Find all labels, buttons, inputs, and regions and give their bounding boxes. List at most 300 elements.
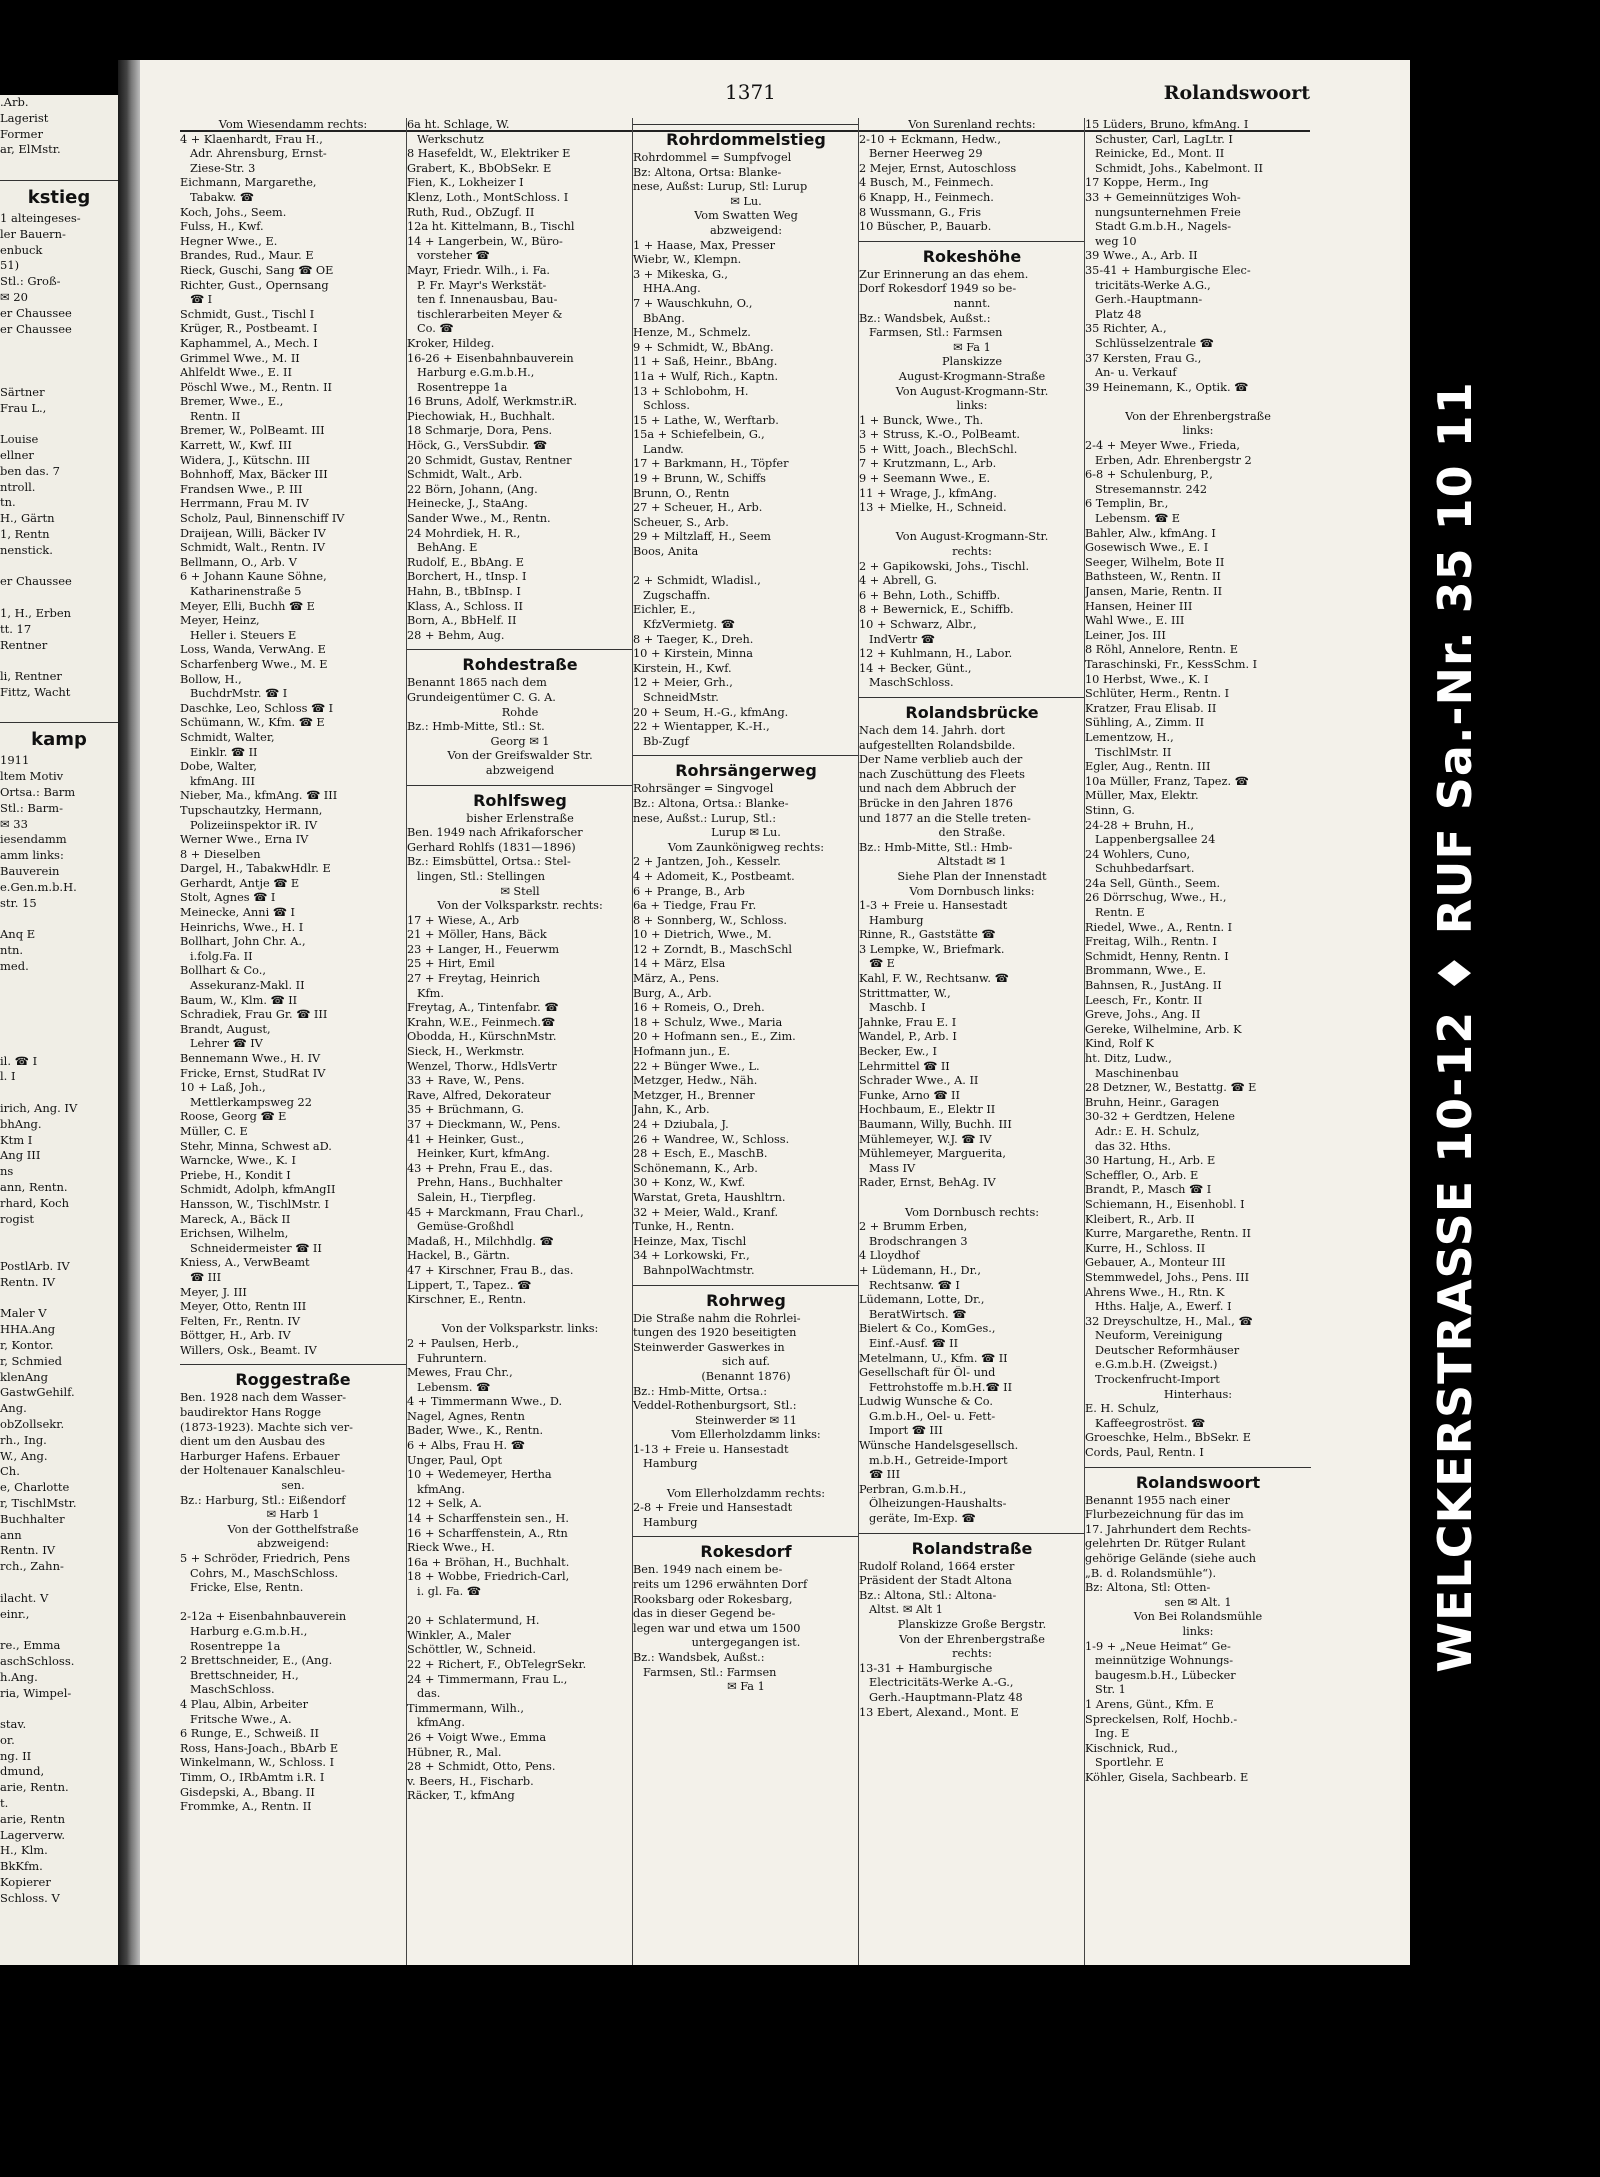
directory-entry: Schradiek, Frau Gr. ☎ III xyxy=(180,1008,328,1022)
directory-entry: 16a + Bröhan, H., Buchhalt. xyxy=(407,1555,570,1569)
directory-entry: 8 + Taeger, K., Dreh. xyxy=(633,632,754,646)
column-2 xyxy=(406,118,633,1965)
directory-entry: Farmsen, Stl.: Farmsen xyxy=(869,326,1003,340)
directory-entry: Dorf Rokesdorf 1949 so be- xyxy=(859,282,1017,296)
directory-entry: Ben. 1949 nach Afrikaforscher xyxy=(407,826,583,840)
directory-entry: Bz.: Altona, Stl.: Altona- xyxy=(859,1588,997,1602)
directory-entry: gehörige Gelände (siehe auch xyxy=(1085,1552,1257,1565)
directory-entry: 17 Koppe, Herm., Ing xyxy=(1085,176,1209,190)
directory-entry: Rosentreppe 1a xyxy=(417,380,508,394)
directory-entry: Scheuer, S., Arb. xyxy=(633,515,729,529)
directory-entry: Brodschrangen 3 xyxy=(869,1234,968,1248)
directory-entry: 9 + Seemann Wwe., E. xyxy=(859,472,991,486)
directory-entry: Timm, O., IRbAmtm i.R. I xyxy=(180,1770,325,1784)
directory-entry: Zugschaffn. xyxy=(643,588,711,602)
prev-page-line xyxy=(0,911,118,927)
directory-entry: Egler, Aug., Rentn. III xyxy=(1085,760,1211,774)
directory-entry: 11a + Wulf, Rich., Kaptn. xyxy=(633,369,779,383)
directory-entry: 41 + Heinker, Gust., xyxy=(407,1132,525,1146)
directory-entry: ✉ Fa 1 xyxy=(953,340,991,354)
directory-entry: Höck, G., VersSubdir. ☎ xyxy=(407,439,547,453)
prev-page-line xyxy=(0,559,118,575)
directory-entry: 2 + Jantzen, Joh., Kesselr. xyxy=(633,855,781,869)
directory-entry: Brunn, O., Rentn xyxy=(633,486,730,500)
directory-entry: Heinecke, J., StaAng. xyxy=(407,497,528,511)
directory-entry: 1-3 + Freie u. Hansestadt xyxy=(859,899,1008,913)
prev-page-line: e, Charlotte xyxy=(0,1480,70,1495)
directory-entry: 17 + Barkmann, H., Töpfer xyxy=(633,457,789,471)
directory-entry: Rosentreppe 1a xyxy=(190,1639,281,1653)
directory-entry: Felten, Fr., Rentn. IV xyxy=(180,1314,301,1328)
directory-entry: 14 + Scharffenstein sen., H. xyxy=(407,1512,569,1526)
directory-entry: Born, A., BbHelf. II xyxy=(407,614,517,628)
directory-entry: Nach dem 14. Jahrh. dort xyxy=(859,723,1005,737)
directory-entry: 6a + Tiedge, Frau Fr. xyxy=(633,899,757,913)
directory-entry: Frommke, A., Rentn. II xyxy=(180,1800,312,1814)
directory-entry: Import ☎ III xyxy=(869,1424,943,1438)
directory-entry: Borchert, H., tInsp. I xyxy=(407,570,527,584)
directory-entry: 12a ht. Kittelmann, B., Tischl xyxy=(407,220,575,234)
directory-entry: Brandes, Rud., Maur. E xyxy=(180,249,314,263)
directory-entry: 6 + Albs, Frau H. ☎ xyxy=(407,1439,525,1453)
directory-entry: Maschinenbau xyxy=(1095,1066,1179,1080)
directory-entry: 4 + Timmermann Wwe., D. xyxy=(407,1395,563,1409)
directory-entry: 32 Dreyschultze, H., Mal., ☎ xyxy=(1085,1314,1253,1328)
spine-stamp: WELCKERSTRASSE 10-12 ♦ RUF Sa.-Nr. 35 10 11 xyxy=(1428,381,1482,1673)
directory-entry: 32 + Meier, Wald., Kranf. xyxy=(633,1205,779,1219)
directory-entry: 13-31 + Hamburgische xyxy=(859,1661,993,1675)
directory-entry: Georg ✉ 1 xyxy=(490,734,550,748)
directory-entry: 1 + Bunck, Wwe., Th. xyxy=(859,413,984,427)
prev-page-line: ntroll. xyxy=(0,479,36,494)
directory-entry: 13 Ebert, Alexand., Mont. E xyxy=(859,1705,1019,1719)
directory-entry: links: xyxy=(1182,424,1214,438)
directory-entry: Schuhbedarfsart. xyxy=(1095,862,1195,876)
directory-entry: Rudolf, E., BbAng. E xyxy=(407,555,525,569)
directory-entry: Mettlerkampsweg 22 xyxy=(190,1095,312,1109)
prev-page-line: ntn. xyxy=(0,943,24,958)
directory-entry xyxy=(407,1600,633,1615)
directory-entry: Warstat, Greta, Haushltrn. xyxy=(633,1190,786,1204)
prev-page-line: Schloss. V xyxy=(0,1890,60,1905)
directory-entry: Schuster, Carl, LagLtr. I xyxy=(1095,132,1233,146)
directory-entry: Schmidt, Walt., Rentn. IV xyxy=(180,541,325,555)
directory-entry: Eichler, E., xyxy=(633,603,696,617)
prev-page-line xyxy=(0,653,118,669)
directory-entry: Boos, Anita xyxy=(633,545,699,559)
directory-entry: 8 + Sonnberg, W., Schloss. xyxy=(633,913,788,927)
directory-entry: Lehrer ☎ IV xyxy=(190,1037,263,1051)
directory-entry: Werner Wwe., Erna IV xyxy=(180,833,309,847)
prev-page-line: Louise xyxy=(0,432,39,447)
directory-entry: Gisdepski, A., Bbang. II xyxy=(180,1785,315,1799)
directory-entry: Bz.: Wandsbek, Außst.: xyxy=(633,1651,765,1664)
prev-page-line xyxy=(0,1022,118,1038)
directory-entry: 30 Hartung, H., Arb. E xyxy=(1085,1154,1216,1168)
prev-page-line xyxy=(0,1701,118,1717)
directory-entry: Benannt 1955 nach einer xyxy=(1085,1493,1230,1507)
prev-page-line xyxy=(0,1038,118,1054)
directory-entry: 10 + Wedemeyer, Hertha xyxy=(407,1468,552,1482)
directory-entry: Krüger, R., Postbeamt. I xyxy=(180,322,318,336)
directory-entry: Harburger Hafens. Erbauer xyxy=(180,1449,340,1463)
column-4 xyxy=(858,118,1085,1965)
directory-entry: 30 + Konz, W., Kwf. xyxy=(633,1176,746,1190)
directory-entry: links: xyxy=(1182,1624,1214,1638)
prev-page-line: kamp xyxy=(0,722,118,753)
directory-entry: Rohrdommel = Sumpfvogel xyxy=(633,151,792,164)
directory-entry: 2 + Brumm Erben, xyxy=(859,1220,968,1234)
directory-entry: Kleibert, R., Arb. II xyxy=(1085,1212,1195,1226)
prev-page-line: ilacht. V xyxy=(0,1590,49,1605)
directory-entry: dient um den Ausbau des xyxy=(180,1435,326,1449)
directory-entry: Bremer, Wwe., E., xyxy=(180,395,284,409)
directory-entry: Rudolf Roland, 1664 erster xyxy=(859,1559,1015,1573)
directory-entry: 15 Lüders, Bruno, kfmAng. I xyxy=(1085,118,1249,131)
directory-entry: Trockenfrucht-Import xyxy=(1095,1373,1220,1387)
directory-entry: Kratzer, Frau Elisab. II xyxy=(1085,701,1217,715)
directory-entry: 24a Sell, Günth., Seem. xyxy=(1085,876,1221,890)
prev-page-line: ann, Rentn. xyxy=(0,1180,68,1194)
directory-entry: Ruth, Rud., ObZugf. II xyxy=(407,205,535,219)
directory-entry: Der Name verblieb auch der xyxy=(859,753,1023,767)
directory-entry: P. Fr. Mayr's Werkstät- xyxy=(417,278,547,292)
prev-page-line: rch., Zahn- xyxy=(0,1559,64,1574)
directory-entry: Von der Volksparkstr. links: xyxy=(441,1322,599,1336)
directory-entry: bisher Erlenstraße xyxy=(466,811,574,825)
directory-entry: Flurbezeichnung für das im xyxy=(1085,1508,1244,1522)
directory-entry: Von August-Krogmann-Str. xyxy=(895,530,1049,544)
directory-entry: 33 + Rave, W., Pens. xyxy=(407,1074,525,1088)
prev-page-line xyxy=(0,416,118,432)
directory-entry: Kahl, F. W., Rechtsanw. ☎ xyxy=(859,972,1009,986)
directory-entry: 2 Brettschneider, E., (Ang. xyxy=(180,1654,333,1668)
directory-entry: Hamburg xyxy=(869,913,924,927)
directory-entry: Electricitäts-Werke A.-G., xyxy=(869,1676,1014,1690)
book-gutter xyxy=(118,60,140,1965)
directory-entry: sen ✉ Alt. 1 xyxy=(1164,1595,1232,1609)
directory-entry: 28 + Schmidt, Otto, Pens. xyxy=(407,1760,556,1774)
directory-entry: kfmAng. xyxy=(417,1716,465,1730)
directory-entry: 6a ht. Schlage, W. xyxy=(407,118,510,131)
directory-entry: Bahler, Alw., kfmAng. I xyxy=(1085,526,1216,540)
directory-entry: vorsteher ☎ xyxy=(417,249,490,263)
prev-page-line xyxy=(0,1243,118,1259)
directory-entry: m.b.H., Getreide-Import xyxy=(869,1453,1008,1467)
directory-entry: Steinwerder Gaswerkes in xyxy=(633,1340,785,1354)
directory-entry: Bollhart, John Chr. A., xyxy=(180,935,306,949)
directory-entry: 12 + Zorndt, B., MaschSchl xyxy=(633,942,793,956)
directory-entry: Cords, Paul, Rentn. I xyxy=(1085,1446,1204,1460)
directory-entry: geräte, Im-Exp. ☎ xyxy=(869,1512,976,1526)
directory-entry: Stemmwedel, Johs., Pens. III xyxy=(1085,1270,1250,1284)
prev-page-line: er Chaussee xyxy=(0,574,72,589)
directory-entry: 20 Schmidt, Gustav, Rentner xyxy=(407,453,572,467)
prev-page-line xyxy=(0,158,118,174)
directory-entry: Hegner Wwe., E. xyxy=(180,234,278,248)
directory-entry: Riedel, Wwe., A., Rentn. I xyxy=(1085,920,1233,934)
directory-entry: Hansen, Heiner III xyxy=(1085,599,1193,613)
directory-entry: Katharinenstraße 5 xyxy=(190,585,302,598)
directory-entry: 12 + Kuhlmann, H., Labor. xyxy=(859,647,1013,661)
directory-entry: 28 + Behm, Aug. xyxy=(407,628,505,642)
directory-entry: e.G.m.b.H. (Zweigst.) xyxy=(1095,1358,1218,1372)
prev-page-line: rhard, Koch xyxy=(0,1195,69,1210)
directory-entry: Bathsteen, W., Rentn. II xyxy=(1085,570,1221,584)
prev-page-line: 1911 xyxy=(0,753,30,768)
street-heading: Rolandswoort xyxy=(1085,1467,1311,1494)
directory-entry: Steinwerder ✉ 11 xyxy=(695,1413,797,1427)
directory-entry: nannt. xyxy=(953,296,991,310)
directory-entry: Vom Dornbusch links: xyxy=(909,884,1035,898)
directory-entry: reits um 1296 erwähnten Dorf xyxy=(633,1578,808,1592)
directory-entry: Kirstein, H., Kwf. xyxy=(633,661,732,675)
directory-entry: Meyer, Elli, Buchh ☎ E xyxy=(180,599,315,613)
directory-entry: Kind, Rolf K xyxy=(1085,1037,1154,1051)
directory-entry: 2 + Schmidt, Wladisl., xyxy=(633,574,761,588)
directory-entry: Stolt, Agnes ☎ I xyxy=(180,891,276,905)
directory-entry: Seeger, Wilhelm, Bote II xyxy=(1085,555,1225,569)
directory-entry: 37 + Dieckmann, W., Pens. xyxy=(407,1118,561,1131)
prev-page-line: ✉ 33 xyxy=(0,816,28,831)
prev-page-line: r, Schmied xyxy=(0,1353,63,1368)
directory-entry: 15 + Lathe, W., Werftarb. xyxy=(633,413,779,427)
directory-entry: Rentn. E xyxy=(1095,906,1145,920)
directory-entry: E. H. Schulz, xyxy=(1085,1402,1160,1416)
directory-entry: (Benannt 1876) xyxy=(701,1369,791,1383)
prev-page-line: W., Ang. xyxy=(0,1448,48,1463)
prev-page-line xyxy=(0,590,118,606)
prev-page-line: Ang III xyxy=(0,1148,41,1163)
directory-entry: 4 + Adomeit, K., Postbeamt. xyxy=(633,869,795,883)
directory-entry: Jahnke, Frau E. I xyxy=(859,1015,957,1029)
prev-page-line: einr., xyxy=(0,1606,30,1621)
directory-entry: Kniess, A., VerwBeamt xyxy=(180,1256,310,1270)
directory-entry: 35 Richter, A., xyxy=(1085,322,1167,336)
prev-page-line xyxy=(0,1085,118,1101)
directory-entry: IndVertr ☎ xyxy=(869,632,935,646)
prev-page-line: HHA.Ang xyxy=(0,1322,56,1337)
directory-entry: Sieck, H., Werkmstr. xyxy=(407,1045,525,1059)
directory-entry: An- u. Verkauf xyxy=(1095,366,1177,380)
directory-entry: 6 Runge, E., Schweiß. II xyxy=(180,1727,319,1741)
directory-entry: Kurre, H., Schloss. II xyxy=(1085,1241,1206,1255)
directory-entry: Tunke, H., Rentn. xyxy=(633,1220,735,1234)
directory-entry: Tupschautzky, Hermann, xyxy=(180,803,323,817)
prev-page-line xyxy=(0,337,118,353)
directory-entry: Rentn. II xyxy=(190,409,241,423)
prev-page-line: dmund, xyxy=(0,1764,45,1779)
directory-entry: ☎ III xyxy=(190,1270,222,1284)
directory-entry: Tabakw. ☎ xyxy=(190,190,254,204)
directory-entry: Lebensm. ☎ E xyxy=(1095,512,1180,526)
directory-entry: Gosewisch Wwe., E. I xyxy=(1085,541,1209,555)
directory-entry: ☎ I xyxy=(190,293,213,307)
directory-entry: 10a Müller, Franz, Tapez. ☎ xyxy=(1085,774,1249,788)
directory-entry: Von August-Krogmann-Str. xyxy=(895,384,1049,398)
directory-entry: abzweigend: xyxy=(256,1537,330,1551)
directory-entry: Bohnhoff, Max, Bäcker III xyxy=(180,468,328,482)
prev-page-line: Ang. xyxy=(0,1401,27,1416)
directory-entry: 20 + Hofmann sen., E., Zim. xyxy=(633,1030,796,1044)
prev-page-line: Stl.: Barm- xyxy=(0,800,63,815)
directory-entry: Leesch, Fr., Kontr. II xyxy=(1085,993,1203,1007)
directory-entry: 14 + März, Elsa xyxy=(633,957,726,971)
directory-entry: 6 + Johann Kaune Söhne, xyxy=(180,570,327,584)
directory-entry: gelehrten Dr. Rütger Rulant xyxy=(1085,1537,1246,1551)
directory-entry: Kurre, Margarethe, Rentn. II xyxy=(1085,1227,1251,1241)
page-header xyxy=(140,80,1410,110)
directory-entry: „B. d. Rolandsmühle“). xyxy=(1085,1566,1217,1580)
directory-entry: den Straße. xyxy=(938,826,1006,840)
directory-entry: 4 + Abrell, G. xyxy=(859,574,937,588)
directory-entry: Lehrmittel ☎ II xyxy=(859,1059,950,1073)
directory-entry: Von der Gotthelfstraße xyxy=(227,1522,359,1536)
directory-entry: Scharfenberg Wwe., M. E xyxy=(180,657,328,671)
directory-entry: 18 + Wobbe, Friedrich-Carl, xyxy=(407,1570,570,1584)
directory-entry: BuchdrMstr. ☎ I xyxy=(190,687,288,701)
directory-entry: und 1877 an die Stelle treten- xyxy=(859,811,1031,825)
directory-entry xyxy=(407,1308,633,1323)
directory-entry: Fien, K., Lokheizer I xyxy=(407,176,524,190)
directory-entry: Gesellschaft für Öl- und xyxy=(859,1366,996,1380)
directory-entry: Ahlfeldt Wwe., E. II xyxy=(180,366,292,380)
directory-entry: Hinterhaus: xyxy=(1163,1387,1233,1401)
directory-entry: ✉ Harb 1 xyxy=(266,1508,320,1522)
directory-entry: Reinicke, Ed., Mont. II xyxy=(1095,147,1225,161)
directory-entry: Ing. E xyxy=(1095,1727,1130,1741)
directory-entry: Sander Wwe., M., Rentn. xyxy=(407,512,551,526)
prev-page-line: ns xyxy=(0,1164,14,1179)
directory-entry: Lebensm. ☎ xyxy=(417,1380,491,1394)
directory-entry: BeratWirtsch. ☎ xyxy=(869,1307,967,1321)
prev-page-line: er Chaussee xyxy=(0,321,72,336)
directory-entry: Burg, A., Arb. xyxy=(633,986,712,1000)
directory-entry: Priebe, H., Kondit I xyxy=(180,1168,291,1182)
directory-entry: 43 + Prehn, Frau E., das. xyxy=(407,1161,553,1175)
prev-page-line xyxy=(0,990,118,1006)
directory-entry: 1-9 + „Neue Heimat“ Ge- xyxy=(1085,1639,1231,1653)
directory-entry: Schmidt, Walt., Arb. xyxy=(407,468,523,482)
directory-entry: Jansen, Marie, Rentn. II xyxy=(1085,585,1223,598)
directory-entry: Schümann, W., Kfm. ☎ E xyxy=(180,716,325,730)
prev-page-line: aschSchloss. xyxy=(0,1653,75,1668)
directory-entry: 17 + Wiese, A., Arb xyxy=(407,913,520,927)
directory-entry: Co. ☎ xyxy=(417,322,454,336)
directory-entry: Räcker, T., kfmAng xyxy=(407,1789,515,1803)
directory-entry: Bz.: Hmb-Mitte, Ortsa.: xyxy=(633,1384,768,1398)
directory-entry xyxy=(633,560,859,575)
directory-entry: Fettrohstoffe m.b.H.☎ II xyxy=(869,1380,1013,1394)
directory-entry: Vom Wiesendamm rechts: xyxy=(218,118,368,131)
directory-entry: + Lüdemann, H., Dr., xyxy=(859,1263,981,1277)
prev-page-line: er Chaussee xyxy=(0,305,72,320)
prev-page-line: Stl.: Groß- xyxy=(0,274,61,289)
prev-page-line: klenAng xyxy=(0,1369,48,1384)
directory-entry: Schmidt, Henny, Rentn. I xyxy=(1085,949,1229,963)
directory-entry: Altst. ✉ Alt 1 xyxy=(869,1603,943,1617)
directory-entry: Karrett, W., Kwf. III xyxy=(180,439,292,453)
directory-entry: Schmidt, Johs., Kabelmont. II xyxy=(1095,161,1263,175)
street-heading: Rolandstraße xyxy=(859,1533,1085,1560)
directory-entry: sen. xyxy=(281,1479,305,1493)
street-heading: Rohrsängerweg xyxy=(633,755,859,782)
directory-entry: Lementzow, H., xyxy=(1085,730,1174,744)
prev-page-line: Lagerist xyxy=(0,110,49,125)
running-head: Rolandswoort xyxy=(1163,82,1310,104)
directory-entry: Winkler, A., Maler xyxy=(407,1628,511,1642)
directory-entry: Schneidermeister ☎ II xyxy=(190,1241,322,1255)
prev-page-line: Ortsa.: Barm xyxy=(0,785,76,800)
directory-entry xyxy=(180,1596,406,1611)
directory-entry: Rinne, R., Gaststätte ☎ xyxy=(859,928,996,942)
prev-page-line: ng. II xyxy=(0,1748,32,1763)
prev-page-line: tt. 17 xyxy=(0,621,32,636)
directory-entry: Bahnsen, R., JustAng. II xyxy=(1085,979,1222,993)
prev-page-line: irich, Ang. IV xyxy=(0,1101,78,1116)
previous-page-edge xyxy=(0,95,118,1965)
directory-entry: Hamburg xyxy=(643,1515,698,1529)
directory-entry: 21 + Möller, Hans, Bäck xyxy=(407,928,547,942)
street-heading: Rohdestraße xyxy=(407,649,633,676)
directory-entry: Hofmann jun., E. xyxy=(633,1045,731,1059)
prev-page-line: li, Rentner xyxy=(0,669,62,684)
directory-entry: Widera, J., Kütschn. III xyxy=(180,453,310,467)
directory-entry: Bz.: Hmb-Mitte, Stl.: Hmb- xyxy=(859,840,1013,854)
directory-entry: ☎ III xyxy=(869,1468,901,1482)
directory-entry: kfmAng. III xyxy=(190,774,255,788)
directory-entry: Bz.: Eimsbüttel, Ortsa.: Stel- xyxy=(407,855,571,869)
directory-entry: Rechtsanw. ☎ I xyxy=(869,1278,960,1292)
directory-entry: 35 + Brüchmann, G. xyxy=(407,1103,524,1117)
prev-page-line: 1, H., Erben xyxy=(0,605,72,620)
directory-entry: 8 Hasefeldt, W., Elektriker E xyxy=(407,147,571,161)
directory-entry: Von der Greifswalder Str. xyxy=(447,749,593,763)
directory-entry: das 32. Hths. xyxy=(1095,1139,1171,1153)
directory-entry: Madaß, H., Milchhdlg. ☎ xyxy=(407,1234,554,1248)
street-heading: Rolandsbrücke xyxy=(859,697,1085,724)
directory-entry: Freitag, Wilh., Rentn. I xyxy=(1085,935,1217,949)
directory-entry: Herrmann, Frau M. IV xyxy=(180,497,309,511)
directory-entry: Harburg e.G.m.b.H., xyxy=(417,366,535,380)
directory-entry: 2-4 + Meyer Wwe., Frieda, xyxy=(1085,439,1240,453)
directory-entry: Fricke, Else, Rentn. xyxy=(190,1581,304,1595)
directory-entry: lingen, Stl.: Stellingen xyxy=(417,869,546,883)
directory-entry: das in dieser Gegend be- xyxy=(633,1607,776,1621)
directory-entry: Lurup ✉ Lu. xyxy=(711,826,781,840)
directory-entry: BahnpolWachtmstr. xyxy=(643,1263,755,1277)
directory-entry: 47 + Kirschner, Frau B., das. xyxy=(407,1263,574,1277)
directory-entry: Bader, Wwe., K., Rentn. xyxy=(407,1424,544,1438)
directory-entry: 22 Börn, Johann, (Ang. xyxy=(407,482,538,496)
prev-page-line: Anq E xyxy=(0,927,36,942)
directory-entry: Mühlemeyer, W.J. ☎ IV xyxy=(859,1132,992,1146)
directory-entry: 7 + Wauschkuhn, O., xyxy=(633,296,753,310)
directory-entry: Piechowiak, H., Buchhalt. xyxy=(407,409,555,423)
prev-page-line: arie, Rentn xyxy=(0,1811,66,1826)
directory-entry: Str. 1 xyxy=(1095,1683,1126,1697)
directory-entry: 10 + Laß, Joh., xyxy=(180,1081,266,1095)
directory-entry: Kroker, Hildeg. xyxy=(407,336,495,350)
directory-entry: Vom Swatten Weg xyxy=(694,209,798,223)
directory-entry: Stehr, Minna, Schwest aD. xyxy=(180,1139,332,1153)
directory-entry: Planskizze xyxy=(941,355,1003,369)
directory-entry: 4 Plau, Albin, Arbeiter xyxy=(180,1697,308,1711)
directory-entry: 11 + Wrage, J., kfmAng. xyxy=(859,486,997,500)
prev-page-line: nenstick. xyxy=(0,542,53,557)
directory-entry: 3 Lempke, W., Briefmark. xyxy=(859,942,1005,956)
directory-entry: KfzVermietg. ☎ xyxy=(643,618,735,631)
